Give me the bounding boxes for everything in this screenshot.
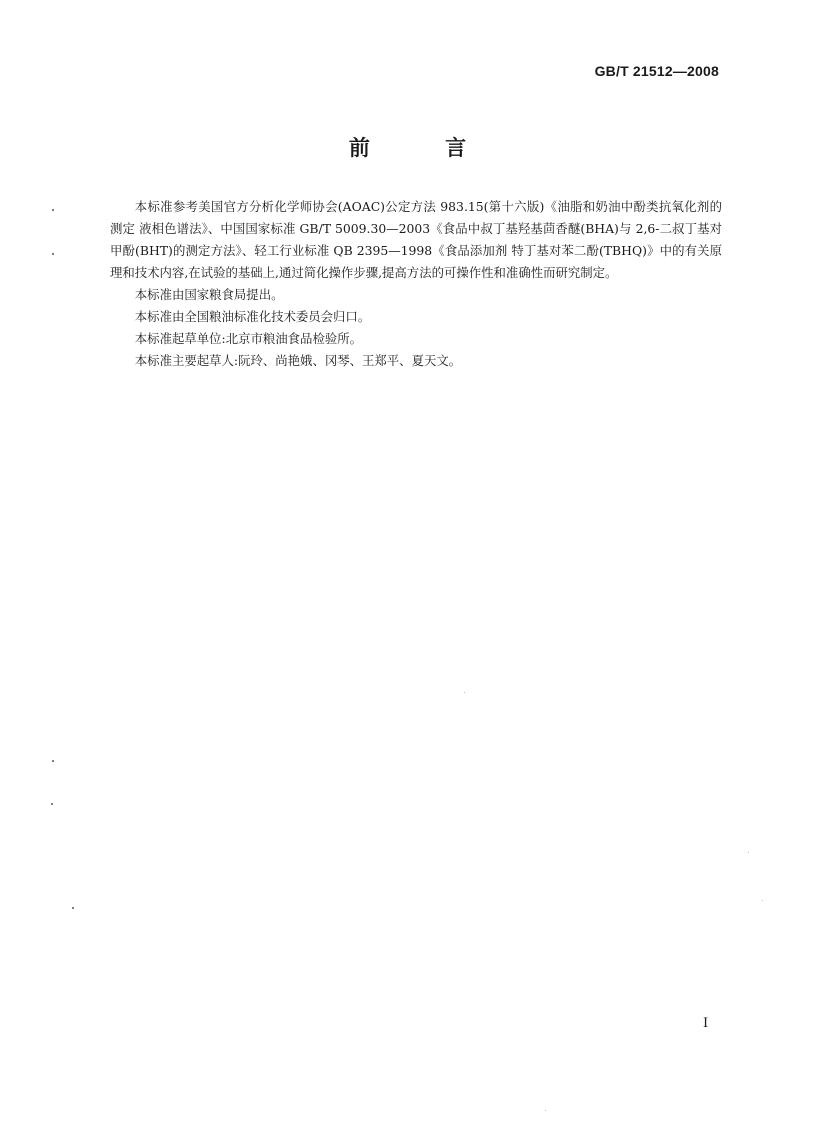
paragraph-proposer: 本标准由国家粮食局提出。 [134, 287, 284, 302]
scan-speck [52, 760, 54, 762]
scan-speck [52, 209, 54, 211]
foreword-body [110, 196, 722, 372]
scan-speck [72, 907, 74, 909]
page-title: 前 言 [348, 136, 501, 160]
standard-code: GB/T 21512—2008 [594, 63, 719, 79]
scan-speck [464, 692, 465, 693]
paragraph-drafters: 本标准主要起草人:阮玲、尚艳娥、冈琴、王郑平、夏天文。 [134, 353, 462, 368]
page-number: I [703, 1016, 709, 1031]
scan-speck [762, 900, 763, 901]
paragraph-drafting-unit: 本标准起草单位:北京市粮油食品检验所。 [134, 331, 363, 346]
scan-speck [52, 253, 54, 255]
paragraph-committee: 本标准由全国粮油标准化技术委员会归口。 [134, 309, 371, 324]
scan-speck [748, 852, 749, 853]
scan-speck [51, 803, 53, 805]
paragraph-reference: 本标准参考美国官方分析化学师协会(AOAC)公定方法 983.15(第十六版)《油脂和奶油中酚类抗氧化剂的测定 液相色谱法》、中国国家标准 GB/T 5009.30—2003《食品中叔丁基羟基茴香醚(BHA)与 2,6-二叔丁基对甲酚(BHT)的测定方法》、轻工行业标准 QB 2395—1998《食品添加剂 特丁基对苯二酚(TBHQ)》中的有关原理和技术内容,在试验的基础上,通过简化操作步骤,提高方法的可操作性和准确性而研究制定。 [110, 199, 722, 280]
scan-speck [545, 1110, 546, 1111]
